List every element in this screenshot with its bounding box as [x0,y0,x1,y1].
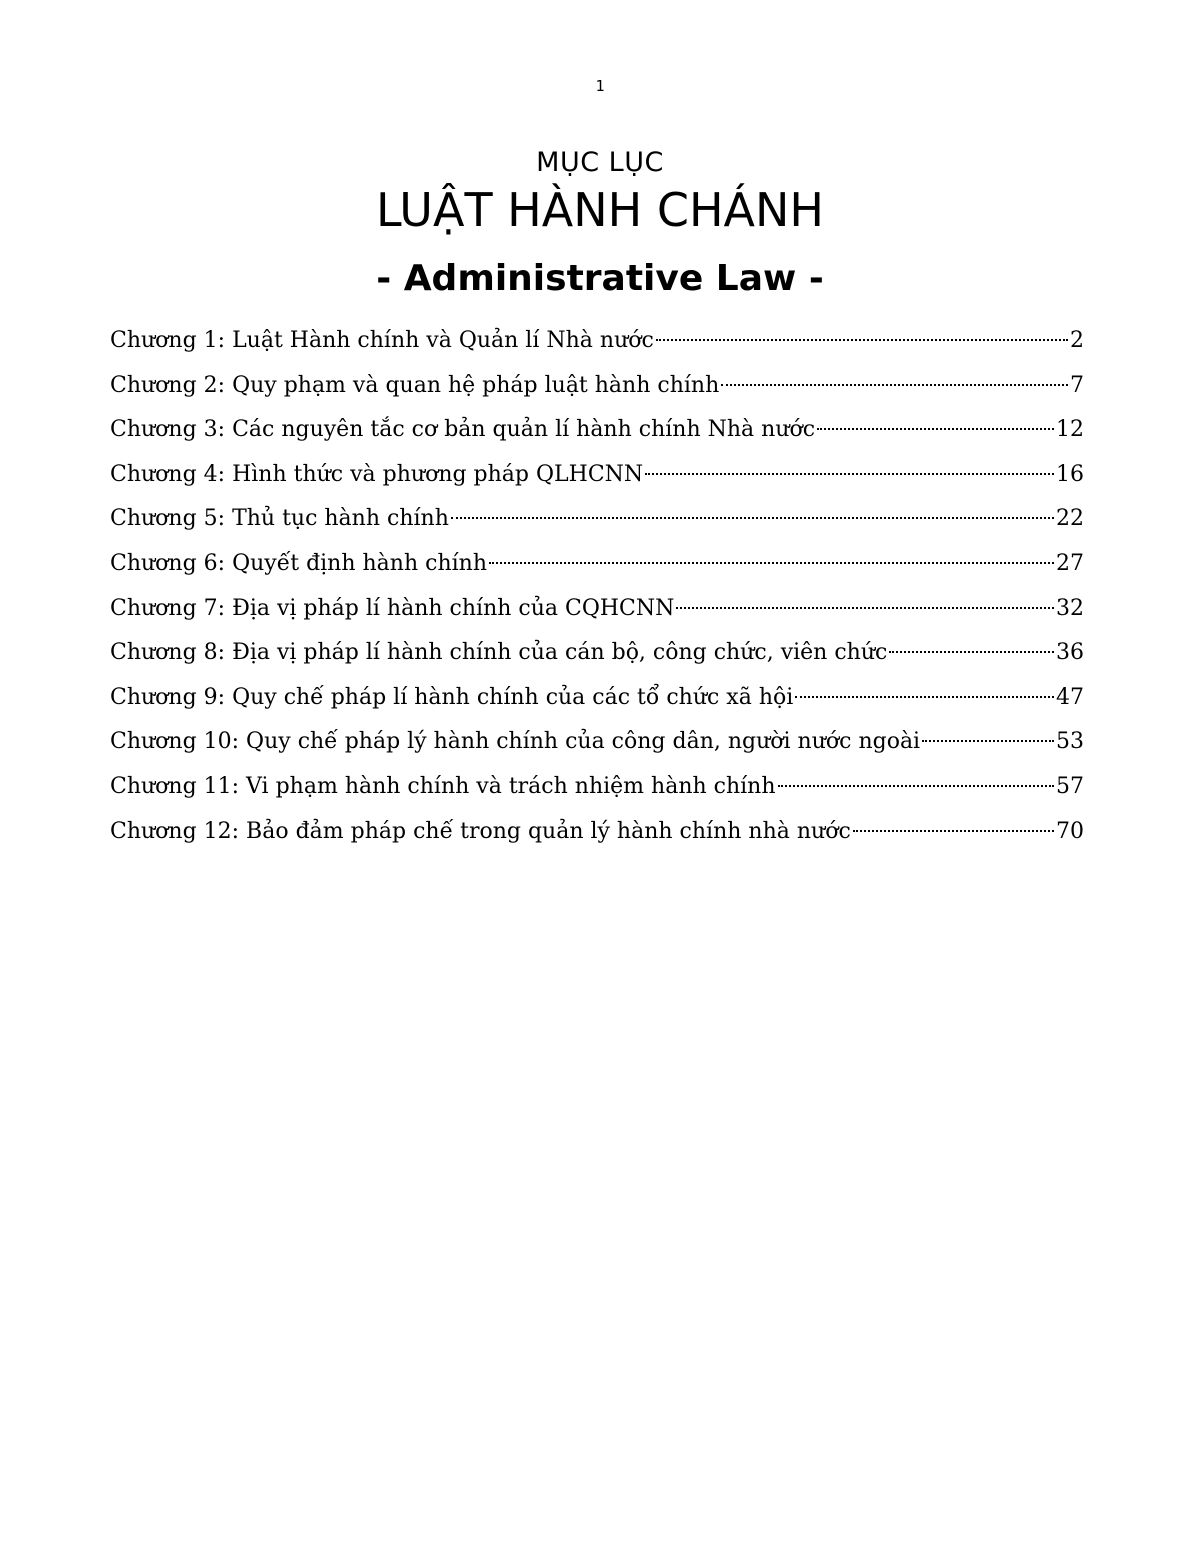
dot-leader [889,651,1054,653]
toc-entry-label: Chương 10: Quy chế pháp lý hành chính của công dân, người nước ngoài [110,729,921,755]
dot-leader [853,830,1054,832]
toc-entry-page: 32 [1056,595,1084,621]
document-subtitle: - Administrative Law - [376,258,824,299]
toc-entry-page: 70 [1056,818,1084,844]
dot-leader [489,562,1054,564]
toc-entry-page: 2 [1070,328,1084,353]
document-title: LUẬT HÀNH CHÁNH [375,183,825,237]
toc-entry-label: Chương 6: Quyết định hành chính [110,550,487,576]
toc-entry-label: Chương 2: Quy phạm và quan hệ pháp luật hành chính [110,372,720,398]
toc-entry-page: 27 [1056,550,1084,576]
toc-entry-chapter-11[interactable] [110,765,1084,810]
toc-entry-chapter-2[interactable] [110,364,1084,409]
dot-leader [778,785,1054,787]
dot-leader [817,428,1054,430]
toc-entry-label: Chương 11: Vi phạm hành chính và trách nhiệm hành chính [110,773,776,799]
toc-entry-label: Chương 4: Hình thức và phương pháp QLHCNN [110,461,644,487]
toc-entry-page: 47 [1056,684,1084,710]
table-of-contents [110,319,1084,854]
toc-entry-chapter-10[interactable] [110,720,1084,765]
toc-entry-chapter-6[interactable] [110,542,1084,587]
toc-entry-page: 16 [1056,461,1084,487]
toc-entry-page: 36 [1056,640,1084,666]
page-number: 1 [595,77,605,95]
toc-entry-label: Chương 1: Luật Hành chính và Quản lí Nhà nước [110,328,654,353]
toc-entry-page: 12 [1056,417,1084,443]
dot-leader [795,696,1054,698]
toc-entry-page: 22 [1056,506,1084,532]
toc-entry-page: 7 [1070,372,1084,398]
dot-leader [721,384,1068,386]
toc-entry-chapter-1[interactable] [110,319,1084,364]
toc-entry-page: 57 [1056,773,1084,799]
toc-entry-chapter-8[interactable] [110,631,1084,676]
toc-entry-chapter-4[interactable] [110,453,1084,498]
toc-entry-chapter-9[interactable] [110,676,1084,721]
toc-entry-chapter-12[interactable] [110,810,1084,855]
toc-heading: MỤC LỤC [536,147,664,178]
toc-entry-label: Chương 9: Quy chế pháp lí hành chính của các tổ chức xã hội [110,684,794,710]
dot-leader [656,339,1068,341]
toc-entry-chapter-7[interactable] [110,587,1084,632]
toc-entry-label: Chương 7: Địa vị pháp lí hành chính của CQHCNN [110,595,675,621]
toc-entry-label: Chương 5: Thủ tục hành chính [110,506,449,532]
toc-entry-label: Chương 3: Các nguyên tắc cơ bản quản lí hành chính Nhà nước [110,417,816,443]
dot-leader [676,607,1054,609]
toc-entry-chapter-3[interactable] [110,408,1084,453]
toc-entry-chapter-5[interactable] [110,497,1084,542]
toc-entry-label: Chương 12: Bảo đảm pháp chế trong quản lý hành chính nhà nước [110,818,851,844]
dot-leader [922,740,1054,742]
toc-entry-label: Chương 8: Địa vị pháp lí hành chính của cán bộ, công chức, viên chức [110,640,888,666]
dot-leader [451,517,1054,519]
toc-entry-page: 53 [1056,729,1084,755]
dot-leader [645,473,1054,475]
